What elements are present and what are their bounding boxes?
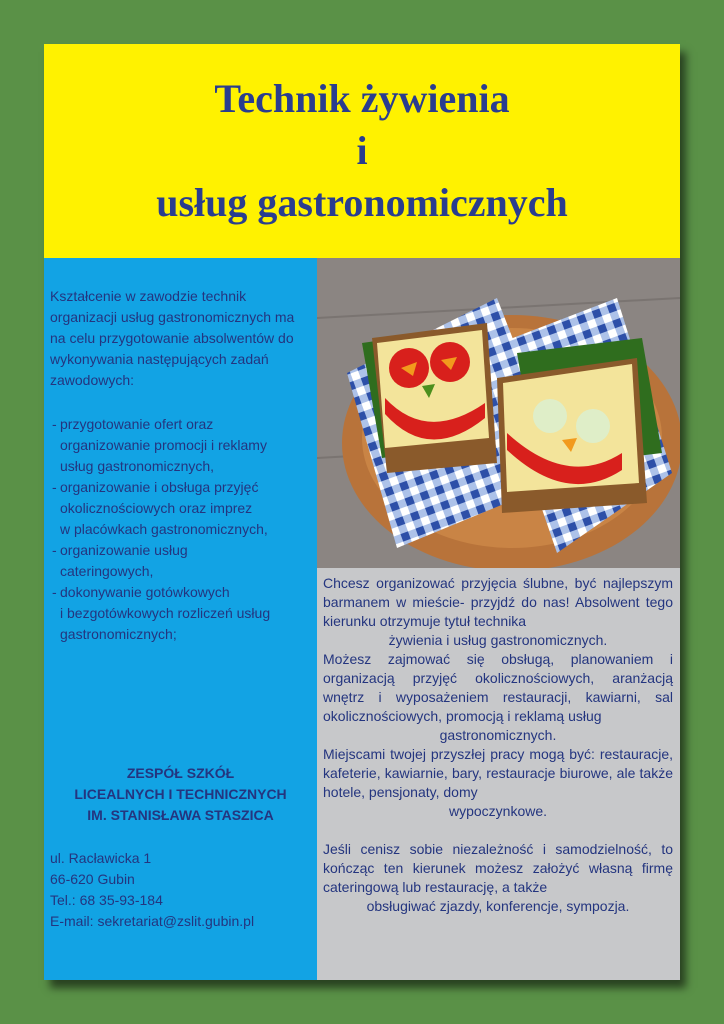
- task-item: [52, 582, 314, 645]
- contact-city: 66-620 Gubin: [50, 871, 135, 887]
- task-item: [52, 477, 314, 540]
- paragraph-end: żywienia i usług gastronomicznych.: [388, 632, 608, 648]
- school-line: IM. STANISŁAWA STASZICA: [87, 807, 274, 823]
- poster-header: [44, 44, 680, 258]
- paragraph-end: gastronomicznych.: [439, 727, 557, 743]
- description-text: [323, 574, 673, 916]
- school-name: [44, 763, 317, 826]
- sandwich-photo: [317, 258, 680, 568]
- title-line-3: usług gastronomicznych: [156, 180, 568, 225]
- paragraph: Miejscami twojej przyszłej pracy mogą być: restauracje, kafeterie, kawiarnie, bary, restauracje biurowe, ale także hotele, pensjonaty, domy: [323, 746, 673, 800]
- task-line: - dokonywanie gotówkowych: [60, 584, 230, 600]
- right-panel: [317, 568, 680, 980]
- paragraph-end: obsługiwać zjazdy, konferencje, sympozja.: [366, 898, 630, 914]
- task-item: [52, 540, 314, 582]
- title-line-1: Technik żywienia: [214, 76, 510, 121]
- title-line-2: i: [356, 128, 368, 173]
- task-line: - przygotowanie ofert oraz: [60, 416, 214, 432]
- paragraph: Chcesz organizować przyjęcia ślubne, być najlepszym barmanem w mieście- przyjdź do nas! Absolwent tego kierunku otrzymuje tytuł technika: [323, 575, 673, 629]
- contact-street: ul. Racławicka 1: [50, 850, 152, 866]
- task-line: organizowanie promocji i reklamy: [60, 437, 267, 453]
- school-line: ZESPÓŁ SZKÓŁ: [126, 765, 235, 781]
- task-line: i bezgotówkowych rozliczeń usług: [60, 605, 271, 621]
- task-line: - organizowanie usług: [60, 542, 188, 558]
- spacer: [323, 821, 673, 840]
- task-line: usług gastronomicznych,: [60, 458, 215, 474]
- contact-email: E-mail: sekretariat@zslit.gubin.pl: [50, 913, 255, 929]
- task-line: - organizowanie i obsługa przyjęć: [60, 479, 259, 495]
- task-line: gastronomicznych;: [60, 626, 177, 642]
- paragraph-end: wypoczynkowe.: [448, 803, 548, 819]
- task-list: [52, 414, 314, 645]
- paragraph: Jeśli cenisz sobie niezależność i samodzielność, to kończąc ten kierunek możesz założyć własną firmę cateringową lub restaurację, a także: [323, 841, 673, 895]
- paragraph: Możesz zajmować się obsługą, planowaniem i organizacją przyjęć okolicznościowych, aranżacją wnętrz i wyposażeniem restauracji, kawiarni, sal okolicznościowych, promocją i reklamą usług: [323, 651, 673, 724]
- contact-info: [50, 848, 254, 932]
- contact-phone: Tel.: 68 35-93-184: [50, 892, 163, 908]
- intro-text: Kształcenie w zawodzie technik organizacji usług gastronomicznych ma na celu przygotowanie absolwentów do wykonywania następujących zadań zawodowych:: [50, 288, 295, 388]
- left-panel: [44, 258, 317, 980]
- school-line: LICEALNYCH I TECHNICZNYCH: [74, 786, 287, 802]
- task-line: cateringowych,: [60, 563, 154, 579]
- task-line: okolicznościowych oraz imprez: [60, 500, 253, 516]
- task-line: w placówkach gastronomicznych,: [60, 521, 268, 537]
- poster: [44, 44, 680, 980]
- task-item: [52, 414, 314, 477]
